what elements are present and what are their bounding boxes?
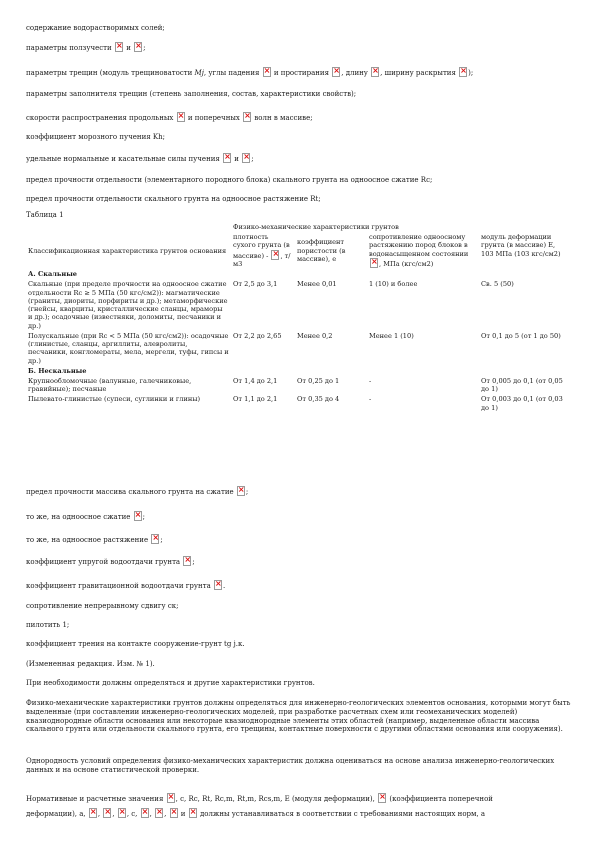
line-uniaxial-tension: то же, на одноосное растяжение × ; bbox=[26, 534, 573, 545]
broken-image-icon bbox=[271, 250, 279, 260]
col-header-porosity: коэффициент пористости (в массиве), е bbox=[297, 238, 346, 263]
broken-image-icon bbox=[243, 112, 251, 122]
broken-image-icon bbox=[371, 67, 379, 77]
broken-image-icon bbox=[103, 808, 111, 818]
line-friction: коэффициент трения на контакте сооружение-грунт tg j.к. bbox=[26, 640, 245, 648]
col-header-density: плотность сухого грунта (в массиве) - × , т/м3 bbox=[231, 232, 295, 269]
line-amendment: (Измененная редакция. Изм. № 1). bbox=[26, 660, 155, 668]
broken-image-icon bbox=[155, 808, 163, 818]
col-header-resistance: сопротивление одноосному растяжению пород блоков в водонасыщенном состоянии ×, МПа (кгс/см2) bbox=[367, 232, 479, 269]
broken-image-icon bbox=[170, 808, 178, 818]
broken-image-icon bbox=[223, 153, 231, 163]
line-normative-values-cont: деформации), а, × , ×, ×, с, × , ×, × и × должны устанавливаться в соответствии с требованиями настоящих норм, а bbox=[26, 808, 573, 819]
line-normative-values: Нормативные и расчетные значения × , с, Rc, Rt, Rc,m, Rt,m, Rcs,m, E (модуля деформации), × (коэффициента поперечной bbox=[26, 793, 573, 804]
line-other-characteristics: При необходимости должны определяться и другие характеристики грунтов. bbox=[26, 679, 315, 687]
line-massif-strength: предел прочности массива скального грунта на сжатие × ; bbox=[26, 486, 573, 497]
line-creep: параметры ползучести × и × ; bbox=[26, 42, 573, 53]
broken-image-icon bbox=[89, 808, 97, 818]
line-gravity-yield: коэффициент гравитационной водоотдачи грунта × . bbox=[26, 580, 573, 591]
line-uniaxial-compression: то же, на одноосное сжатие × ; bbox=[26, 511, 573, 522]
broken-image-icon bbox=[177, 112, 185, 122]
table-row: Крупнообломочные (валунные, галечниковые, гравийные); песчаные От 1,4 до 2,1 От 0,25 до 1 - От 0,005 до 0,1 (от 0,05 до 1) bbox=[28, 376, 563, 394]
broken-image-icon bbox=[183, 556, 191, 566]
line-rc: предел прочности отдельности (элементарного породного блока) скального грунта на одноосное сжатие Rc; bbox=[26, 176, 433, 184]
broken-image-icon bbox=[237, 486, 245, 496]
paragraph-homogeneity: Однородность условий определения физико-механических характеристик должна оцениваться на основе анализа инженерно-геологических данных и на основе статистической проверки. bbox=[26, 757, 555, 774]
line-heave-forces: удельные нормальные и касательные силы пучения × и × ; bbox=[26, 153, 573, 164]
broken-image-icon bbox=[189, 808, 197, 818]
table-caption: Таблица 1 bbox=[26, 211, 64, 219]
broken-image-icon bbox=[459, 67, 467, 77]
section-rocky: А. Скальные bbox=[28, 270, 77, 279]
line-filler: параметры заполнителя трещин (степень заполнения, состав, характеристики свойств); bbox=[26, 90, 357, 98]
broken-image-icon bbox=[167, 793, 175, 803]
line-salts: содержание водорастворимых солей; bbox=[26, 24, 165, 32]
broken-image-icon bbox=[141, 808, 149, 818]
broken-image-icon bbox=[263, 67, 271, 77]
broken-image-icon bbox=[242, 153, 250, 163]
broken-image-icon bbox=[115, 42, 123, 52]
broken-image-icon bbox=[151, 534, 159, 544]
line-frost: коэффициент морозного пучения Kh; bbox=[26, 133, 165, 141]
line-shear: сопротивление непрерывному сдвигу ск; bbox=[26, 602, 179, 610]
col-header-class: Классификационная характеристика грунтов основания bbox=[28, 246, 227, 255]
broken-image-icon bbox=[332, 67, 340, 77]
line-wave-speed: скорости распространения продольных × и поперечных × волн в массиве; bbox=[26, 112, 573, 123]
table-row: Скальные (при пределе прочности на одноосное сжатие отдельности Rc ≥ 5 МПа (50 кгс/см2)): магматические (граниты, диориты, порфириты и др.); метаморфические (гнейсы, кварциты, кристаллические сланцы, мраморы и др.); осадочные (известняки, доломиты, песчаники и др.) От 2,5 до 3,1 Менее 0,01 1 (10) и более Св. 5 (50) bbox=[28, 280, 514, 330]
paragraph-elements: Физико-механические характеристики грунтов должны определяться для инженерно-геологических элементов основания, которыми могут быть выделенные (при составлении инженерно-геологических моделей, при разработке расчетных схем или геомеханических моделей) квазиоднородные области основания или некоторые квазиоднородные элементы этих областей (например, выделенные области массива скального грунта или отдельности скального грунта, его трещины, контактные поверхности с другими областями основания или сооружения). bbox=[26, 699, 571, 734]
broken-image-icon bbox=[378, 793, 386, 803]
section-nonrocky: Б. Нескальные bbox=[28, 366, 87, 375]
line-elastic-yield: коэффициент упругой водоотдачи грунта × ; bbox=[26, 556, 573, 567]
col-header-modulus: модуль деформации грунта (в массиве) Е, 103 МПа (103 кгс/см2) bbox=[481, 233, 561, 258]
table-group-header: Физико-механические характеристики грунтов bbox=[233, 223, 399, 231]
line-rt: предел прочности отдельности скального грунта на одноосное растяжение Rt; bbox=[26, 195, 321, 203]
line-pilot: пилотить 1; bbox=[26, 621, 70, 629]
broken-image-icon bbox=[134, 511, 142, 521]
line-crack-params: параметры трещин (модуль трещиноватости Mj, углы падения × и простирания × , длину × , ширину раскрытия × ); bbox=[26, 67, 573, 78]
broken-image-icon bbox=[134, 42, 142, 52]
broken-image-icon bbox=[214, 580, 222, 590]
table-row: Полускальные (при Rc < 5 МПа (50 кгс/см2)): осадочные (глинистые, сланцы, аргиллиты, алевролиты, песчаники, конгломераты, мела, мергели, туфы, гипсы и др.) От 2,2 до 2,65 Менее 0,2 Менее 1 (10) От 0,1 до 5 (от 1 до 50) bbox=[28, 331, 561, 365]
broken-image-icon bbox=[370, 258, 378, 268]
table-row: Пылевато-глинистые (супеси, суглинки и глины) От 1,1 до 2,1 От 0,35 до 4 - От 0,003 до 0,1 (от 0,03 до 1) bbox=[28, 395, 563, 412]
soil-characteristics-table bbox=[26, 222, 566, 413]
broken-image-icon bbox=[118, 808, 126, 818]
